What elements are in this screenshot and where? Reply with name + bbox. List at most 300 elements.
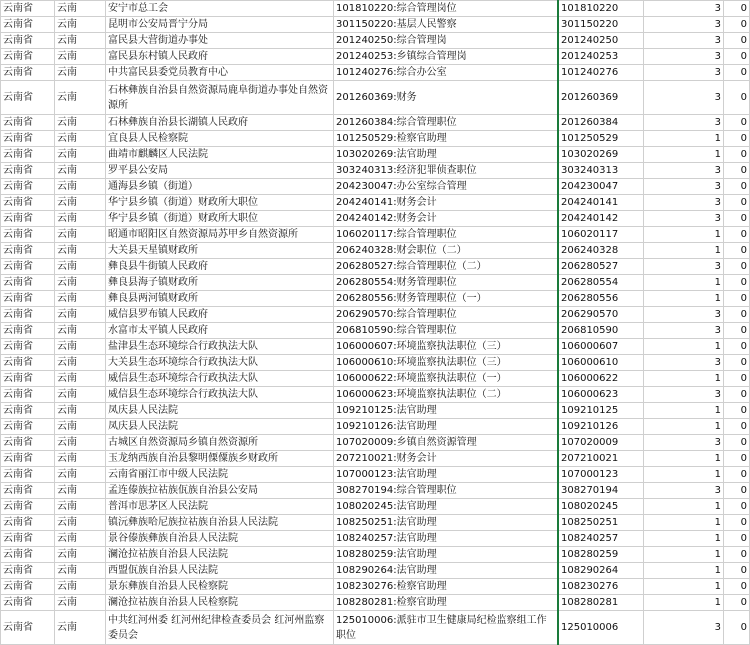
extra-cell[interactable]: 0 (724, 179, 750, 195)
code-cell[interactable]: 106020117 (558, 227, 644, 243)
extra-cell[interactable]: 0 (724, 227, 750, 243)
code-cell[interactable]: 107020009 (558, 435, 644, 451)
extra-cell[interactable]: 0 (724, 1, 750, 17)
code-cell[interactable]: 206280554 (558, 275, 644, 291)
position-cell[interactable]: 101250529:检察官助理 (334, 131, 559, 147)
province-cell[interactable]: 云南省 (1, 547, 55, 563)
region-cell[interactable]: 云南 (55, 451, 106, 467)
province-cell[interactable]: 云南省 (1, 451, 55, 467)
position-cell[interactable]: 308270194:综合管理职位 (334, 483, 559, 499)
province-cell[interactable]: 云南省 (1, 531, 55, 547)
extra-cell[interactable]: 0 (724, 435, 750, 451)
position-cell[interactable]: 303240313:经济犯罪侦查职位 (334, 163, 559, 179)
code-cell[interactable]: 109210126 (558, 419, 644, 435)
position-cell[interactable]: 106000623:环境监察执法职位（二） (334, 387, 559, 403)
agency-cell[interactable]: 澜沧拉祜族自治县人民法院 (106, 547, 334, 563)
extra-cell[interactable]: 0 (724, 387, 750, 403)
province-cell[interactable]: 云南省 (1, 339, 55, 355)
agency-cell[interactable]: 昆明市公安局晋宁分局 (106, 17, 334, 33)
province-cell[interactable]: 云南省 (1, 499, 55, 515)
agency-cell[interactable]: 盐津县生态环境综合行政执法大队 (106, 339, 334, 355)
table-row[interactable] (1, 17, 750, 33)
province-cell[interactable]: 云南省 (1, 179, 55, 195)
region-cell[interactable]: 云南 (55, 547, 106, 563)
region-cell[interactable]: 云南 (55, 563, 106, 579)
agency-cell[interactable]: 凤庆县人民法院 (106, 403, 334, 419)
agency-cell[interactable]: 中共富民县委党员教育中心 (106, 65, 334, 81)
quota-cell[interactable]: 3 (644, 81, 724, 115)
agency-cell[interactable]: 昭通市昭阳区自然资源局苏甲乡自然资源所 (106, 227, 334, 243)
province-cell[interactable]: 云南省 (1, 323, 55, 339)
code-cell[interactable]: 207210021 (558, 451, 644, 467)
extra-cell[interactable]: 0 (724, 419, 750, 435)
position-cell[interactable]: 204230047:办公室综合管理 (334, 179, 559, 195)
position-cell[interactable]: 108280281:检察官助理 (334, 595, 559, 611)
extra-cell[interactable]: 0 (724, 499, 750, 515)
table-row[interactable] (1, 515, 750, 531)
position-cell[interactable]: 106020117:综合管理职位 (334, 227, 559, 243)
table-row[interactable] (1, 259, 750, 275)
agency-cell[interactable]: 彝良县牛街镇人民政府 (106, 259, 334, 275)
table-row[interactable] (1, 49, 750, 65)
table-row[interactable] (1, 147, 750, 163)
agency-cell[interactable]: 景谷傣族彝族自治县人民法院 (106, 531, 334, 547)
position-cell[interactable]: 204240142:财务会计 (334, 211, 559, 227)
region-cell[interactable]: 云南 (55, 419, 106, 435)
extra-cell[interactable]: 0 (724, 323, 750, 339)
code-cell[interactable]: 303240313 (558, 163, 644, 179)
province-cell[interactable]: 云南省 (1, 419, 55, 435)
code-cell[interactable]: 107000123 (558, 467, 644, 483)
table-row[interactable] (1, 33, 750, 49)
region-cell[interactable]: 云南 (55, 611, 106, 645)
extra-cell[interactable]: 0 (724, 579, 750, 595)
extra-cell[interactable]: 0 (724, 483, 750, 499)
code-cell[interactable]: 108020245 (558, 499, 644, 515)
code-cell[interactable]: 108280281 (558, 595, 644, 611)
extra-cell[interactable]: 0 (724, 115, 750, 131)
agency-cell[interactable]: 安宁市总工会 (106, 1, 334, 17)
extra-cell[interactable]: 0 (724, 33, 750, 49)
region-cell[interactable]: 云南 (55, 323, 106, 339)
code-cell[interactable]: 106000622 (558, 371, 644, 387)
quota-cell[interactable]: 3 (644, 65, 724, 81)
agency-cell[interactable]: 西盟佤族自治县人民法院 (106, 563, 334, 579)
region-cell[interactable]: 云南 (55, 259, 106, 275)
province-cell[interactable]: 云南省 (1, 243, 55, 259)
region-cell[interactable]: 云南 (55, 131, 106, 147)
quota-cell[interactable]: 3 (644, 33, 724, 49)
position-cell[interactable]: 107000123:法官助理 (334, 467, 559, 483)
region-cell[interactable]: 云南 (55, 531, 106, 547)
province-cell[interactable]: 云南省 (1, 131, 55, 147)
position-cell[interactable]: 201240250:综合管理岗 (334, 33, 559, 49)
position-cell[interactable]: 106000610:环境监察执法职位（三） (334, 355, 559, 371)
quota-cell[interactable]: 1 (644, 515, 724, 531)
position-cell[interactable]: 109210125:法官助理 (334, 403, 559, 419)
quota-cell[interactable]: 1 (644, 227, 724, 243)
code-cell[interactable]: 206280556 (558, 291, 644, 307)
extra-cell[interactable]: 0 (724, 339, 750, 355)
table-row[interactable] (1, 131, 750, 147)
province-cell[interactable]: 云南省 (1, 579, 55, 595)
quota-cell[interactable]: 1 (644, 243, 724, 259)
table-row[interactable] (1, 435, 750, 451)
quota-cell[interactable]: 1 (644, 563, 724, 579)
agency-cell[interactable]: 石林彝族自治县长湖镇人民政府 (106, 115, 334, 131)
code-cell[interactable]: 201240250 (558, 33, 644, 49)
quota-cell[interactable]: 1 (644, 595, 724, 611)
table-row[interactable] (1, 65, 750, 81)
code-cell[interactable]: 201240253 (558, 49, 644, 65)
quota-cell[interactable]: 1 (644, 291, 724, 307)
position-cell[interactable]: 108290264:法官助理 (334, 563, 559, 579)
code-cell[interactable]: 108290264 (558, 563, 644, 579)
extra-cell[interactable]: 0 (724, 611, 750, 645)
region-cell[interactable]: 云南 (55, 387, 106, 403)
code-cell[interactable]: 101240276 (558, 65, 644, 81)
table-row[interactable] (1, 115, 750, 131)
extra-cell[interactable]: 0 (724, 291, 750, 307)
table-row[interactable] (1, 531, 750, 547)
region-cell[interactable]: 云南 (55, 579, 106, 595)
agency-cell[interactable]: 大关县生态环境综合行政执法大队 (106, 355, 334, 371)
code-cell[interactable]: 308270194 (558, 483, 644, 499)
extra-cell[interactable]: 0 (724, 547, 750, 563)
code-cell[interactable]: 106000610 (558, 355, 644, 371)
quota-cell[interactable]: 3 (644, 195, 724, 211)
region-cell[interactable]: 云南 (55, 467, 106, 483)
quota-cell[interactable]: 1 (644, 339, 724, 355)
agency-cell[interactable]: 玉龙纳西族自治县黎明傈僳族乡财政所 (106, 451, 334, 467)
table-row[interactable] (1, 163, 750, 179)
position-cell[interactable]: 201260369:财务 (334, 81, 559, 115)
province-cell[interactable]: 云南省 (1, 435, 55, 451)
region-cell[interactable]: 云南 (55, 307, 106, 323)
province-cell[interactable]: 云南省 (1, 17, 55, 33)
region-cell[interactable]: 云南 (55, 33, 106, 49)
quota-cell[interactable]: 3 (644, 163, 724, 179)
agency-cell[interactable]: 华宁县乡镇（街道）财政所大职位 (106, 211, 334, 227)
position-cell[interactable]: 101240276:综合办公室 (334, 65, 559, 81)
extra-cell[interactable]: 0 (724, 81, 750, 115)
position-cell[interactable]: 206280554:财务管理职位 (334, 275, 559, 291)
extra-cell[interactable]: 0 (724, 259, 750, 275)
agency-cell[interactable]: 富民县大营街道办事处 (106, 33, 334, 49)
table-row[interactable] (1, 579, 750, 595)
extra-cell[interactable]: 0 (724, 355, 750, 371)
extra-cell[interactable]: 0 (724, 515, 750, 531)
region-cell[interactable]: 云南 (55, 291, 106, 307)
table-row[interactable] (1, 387, 750, 403)
extra-cell[interactable]: 0 (724, 595, 750, 611)
province-cell[interactable]: 云南省 (1, 147, 55, 163)
region-cell[interactable]: 云南 (55, 1, 106, 17)
agency-cell[interactable]: 富民县东村镇人民政府 (106, 49, 334, 65)
quota-cell[interactable]: 3 (644, 387, 724, 403)
region-cell[interactable]: 云南 (55, 49, 106, 65)
region-cell[interactable]: 云南 (55, 115, 106, 131)
code-cell[interactable]: 103020269 (558, 147, 644, 163)
table-row[interactable] (1, 1, 750, 17)
extra-cell[interactable]: 0 (724, 451, 750, 467)
region-cell[interactable]: 云南 (55, 147, 106, 163)
code-cell[interactable]: 201260384 (558, 115, 644, 131)
quota-cell[interactable]: 3 (644, 1, 724, 17)
extra-cell[interactable]: 0 (724, 65, 750, 81)
agency-cell[interactable]: 威信县生态环境综合行政执法大队 (106, 387, 334, 403)
agency-cell[interactable]: 曲靖市麒麟区人民法院 (106, 147, 334, 163)
position-cell[interactable]: 204240141:财务会计 (334, 195, 559, 211)
position-cell[interactable]: 207210021:财务会计 (334, 451, 559, 467)
extra-cell[interactable]: 0 (724, 147, 750, 163)
position-cell[interactable]: 106000607:环境监察执法职位（三） (334, 339, 559, 355)
agency-cell[interactable]: 孟连傣族拉祜族佤族自治县公安局 (106, 483, 334, 499)
extra-cell[interactable]: 0 (724, 243, 750, 259)
region-cell[interactable]: 云南 (55, 435, 106, 451)
quota-cell[interactable]: 1 (644, 131, 724, 147)
table-row[interactable] (1, 195, 750, 211)
table-row[interactable] (1, 467, 750, 483)
region-cell[interactable]: 云南 (55, 65, 106, 81)
code-cell[interactable]: 204230047 (558, 179, 644, 195)
agency-cell[interactable]: 通海县乡镇（街道） (106, 179, 334, 195)
position-cell[interactable]: 201240253:乡镇综合管理岗 (334, 49, 559, 65)
code-cell[interactable]: 206240328 (558, 243, 644, 259)
agency-cell[interactable]: 中共红河州委 红河州纪律检查委员会 红河州监察委员会 (106, 611, 334, 645)
code-cell[interactable]: 108250251 (558, 515, 644, 531)
province-cell[interactable]: 云南省 (1, 595, 55, 611)
table-row[interactable] (1, 243, 750, 259)
quota-cell[interactable]: 3 (644, 435, 724, 451)
code-cell[interactable]: 206280527 (558, 259, 644, 275)
code-cell[interactable]: 101810220 (558, 1, 644, 17)
province-cell[interactable]: 云南省 (1, 195, 55, 211)
position-cell[interactable]: 206280556:财务管理职位（一） (334, 291, 559, 307)
quota-cell[interactable]: 3 (644, 49, 724, 65)
position-cell[interactable]: 206810590:综合管理职位 (334, 323, 559, 339)
quota-cell[interactable]: 3 (644, 115, 724, 131)
province-cell[interactable]: 云南省 (1, 611, 55, 645)
code-cell[interactable]: 125010006 (558, 611, 644, 645)
quota-cell[interactable]: 1 (644, 371, 724, 387)
table-row[interactable] (1, 499, 750, 515)
agency-cell[interactable]: 云南省丽江市中级人民法院 (106, 467, 334, 483)
province-cell[interactable]: 云南省 (1, 1, 55, 17)
code-cell[interactable]: 109210125 (558, 403, 644, 419)
extra-cell[interactable]: 0 (724, 531, 750, 547)
code-cell[interactable]: 201260369 (558, 81, 644, 115)
province-cell[interactable]: 云南省 (1, 291, 55, 307)
quota-cell[interactable]: 3 (644, 259, 724, 275)
code-cell[interactable]: 204240141 (558, 195, 644, 211)
province-cell[interactable]: 云南省 (1, 515, 55, 531)
quota-cell[interactable]: 3 (644, 179, 724, 195)
code-cell[interactable]: 108230276 (558, 579, 644, 595)
table-row[interactable] (1, 227, 750, 243)
extra-cell[interactable]: 0 (724, 49, 750, 65)
region-cell[interactable]: 云南 (55, 483, 106, 499)
quota-cell[interactable]: 1 (644, 275, 724, 291)
position-cell[interactable]: 201260384:综合管理职位 (334, 115, 559, 131)
region-cell[interactable]: 云南 (55, 17, 106, 33)
table-row[interactable] (1, 419, 750, 435)
extra-cell[interactable]: 0 (724, 403, 750, 419)
agency-cell[interactable]: 威信县生态环境综合行政执法大队 (106, 371, 334, 387)
code-cell[interactable]: 206290570 (558, 307, 644, 323)
table-row[interactable] (1, 483, 750, 499)
province-cell[interactable]: 云南省 (1, 33, 55, 49)
agency-cell[interactable]: 普洱市思茅区人民法院 (106, 499, 334, 515)
agency-cell[interactable]: 镇沅彝族哈尼族拉祜族自治县人民法院 (106, 515, 334, 531)
quota-cell[interactable]: 1 (644, 579, 724, 595)
province-cell[interactable]: 云南省 (1, 371, 55, 387)
position-cell[interactable]: 108250251:法官助理 (334, 515, 559, 531)
table-row[interactable] (1, 275, 750, 291)
table-row[interactable] (1, 595, 750, 611)
agency-cell[interactable]: 凤庆县人民法院 (106, 419, 334, 435)
region-cell[interactable]: 云南 (55, 243, 106, 259)
extra-cell[interactable]: 0 (724, 371, 750, 387)
agency-cell[interactable]: 古城区自然资源局乡镇自然资源所 (106, 435, 334, 451)
province-cell[interactable]: 云南省 (1, 115, 55, 131)
agency-cell[interactable]: 澜沧拉祜族自治县人民检察院 (106, 595, 334, 611)
code-cell[interactable]: 301150220 (558, 17, 644, 33)
position-cell[interactable]: 108240257:法官助理 (334, 531, 559, 547)
code-cell[interactable]: 106000623 (558, 387, 644, 403)
position-cell[interactable]: 206290570:综合管理职位 (334, 307, 559, 323)
position-cell[interactable]: 101810220:综合管理岗位 (334, 1, 559, 17)
quota-cell[interactable]: 3 (644, 355, 724, 371)
agency-cell[interactable]: 罗平县公安局 (106, 163, 334, 179)
province-cell[interactable]: 云南省 (1, 81, 55, 115)
agency-cell[interactable]: 景东彝族自治县人民检察院 (106, 579, 334, 595)
position-cell[interactable]: 206240328:财会职位（二） (334, 243, 559, 259)
province-cell[interactable]: 云南省 (1, 563, 55, 579)
position-cell[interactable]: 206280527:综合管理职位（二） (334, 259, 559, 275)
extra-cell[interactable]: 0 (724, 195, 750, 211)
quota-cell[interactable]: 1 (644, 403, 724, 419)
table-row[interactable] (1, 291, 750, 307)
extra-cell[interactable]: 0 (724, 211, 750, 227)
region-cell[interactable]: 云南 (55, 595, 106, 611)
agency-cell[interactable]: 水富市太平镇人民政府 (106, 323, 334, 339)
province-cell[interactable]: 云南省 (1, 65, 55, 81)
table-row[interactable] (1, 451, 750, 467)
province-cell[interactable]: 云南省 (1, 307, 55, 323)
region-cell[interactable]: 云南 (55, 179, 106, 195)
extra-cell[interactable]: 0 (724, 275, 750, 291)
code-cell[interactable]: 206810590 (558, 323, 644, 339)
position-cell[interactable]: 125010006:派驻市卫生健康局纪检监察组工作职位 (334, 611, 559, 645)
agency-cell[interactable]: 彝良县两河镇财政所 (106, 291, 334, 307)
region-cell[interactable]: 云南 (55, 339, 106, 355)
table-row[interactable] (1, 81, 750, 115)
quota-cell[interactable]: 3 (644, 611, 724, 645)
table-row[interactable] (1, 323, 750, 339)
table-row[interactable] (1, 611, 750, 645)
province-cell[interactable]: 云南省 (1, 483, 55, 499)
province-cell[interactable]: 云南省 (1, 211, 55, 227)
table-row[interactable] (1, 307, 750, 323)
table-row[interactable] (1, 339, 750, 355)
extra-cell[interactable]: 0 (724, 467, 750, 483)
extra-cell[interactable]: 0 (724, 563, 750, 579)
region-cell[interactable]: 云南 (55, 371, 106, 387)
code-cell[interactable]: 101250529 (558, 131, 644, 147)
extra-cell[interactable]: 0 (724, 17, 750, 33)
region-cell[interactable]: 云南 (55, 403, 106, 419)
position-cell[interactable]: 107020009:乡镇自然资源管理 (334, 435, 559, 451)
region-cell[interactable]: 云南 (55, 195, 106, 211)
region-cell[interactable]: 云南 (55, 275, 106, 291)
code-cell[interactable]: 108280259 (558, 547, 644, 563)
code-cell[interactable]: 108240257 (558, 531, 644, 547)
region-cell[interactable]: 云南 (55, 355, 106, 371)
agency-cell[interactable]: 大关县天星镇财政所 (106, 243, 334, 259)
quota-cell[interactable]: 1 (644, 467, 724, 483)
region-cell[interactable]: 云南 (55, 163, 106, 179)
table-row[interactable] (1, 563, 750, 579)
position-cell[interactable]: 103020269:法官助理 (334, 147, 559, 163)
quota-cell[interactable]: 3 (644, 483, 724, 499)
province-cell[interactable]: 云南省 (1, 355, 55, 371)
region-cell[interactable]: 云南 (55, 515, 106, 531)
extra-cell[interactable]: 0 (724, 131, 750, 147)
region-cell[interactable]: 云南 (55, 211, 106, 227)
position-cell[interactable]: 108020245:法官助理 (334, 499, 559, 515)
quota-cell[interactable]: 3 (644, 17, 724, 33)
table-row[interactable] (1, 211, 750, 227)
province-cell[interactable]: 云南省 (1, 467, 55, 483)
table-row[interactable] (1, 371, 750, 387)
code-cell[interactable]: 204240142 (558, 211, 644, 227)
code-cell[interactable]: 106000607 (558, 339, 644, 355)
position-cell[interactable]: 106000622:环境监察执法职位（一） (334, 371, 559, 387)
region-cell[interactable]: 云南 (55, 227, 106, 243)
quota-cell[interactable]: 3 (644, 307, 724, 323)
extra-cell[interactable]: 0 (724, 163, 750, 179)
agency-cell[interactable]: 威信县罗布镇人民政府 (106, 307, 334, 323)
region-cell[interactable]: 云南 (55, 81, 106, 115)
extra-cell[interactable]: 0 (724, 307, 750, 323)
position-cell[interactable]: 301150220:基层人民警察 (334, 17, 559, 33)
quota-cell[interactable]: 1 (644, 419, 724, 435)
quota-cell[interactable]: 1 (644, 147, 724, 163)
quota-cell[interactable]: 1 (644, 499, 724, 515)
province-cell[interactable]: 云南省 (1, 163, 55, 179)
agency-cell[interactable]: 华宁县乡镇（街道）财政所大职位 (106, 195, 334, 211)
agency-cell[interactable]: 彝良县海子镇财政所 (106, 275, 334, 291)
table-row[interactable] (1, 179, 750, 195)
province-cell[interactable]: 云南省 (1, 227, 55, 243)
position-cell[interactable]: 108230276:检察官助理 (334, 579, 559, 595)
position-cell[interactable]: 108280259:法官助理 (334, 547, 559, 563)
quota-cell[interactable]: 1 (644, 547, 724, 563)
province-cell[interactable]: 云南省 (1, 387, 55, 403)
agency-cell[interactable]: 宜良县人民检察院 (106, 131, 334, 147)
agency-cell[interactable]: 石林彝族自治县自然资源局鹿阜街道办事处自然资源所 (106, 81, 334, 115)
region-cell[interactable]: 云南 (55, 499, 106, 515)
quota-cell[interactable]: 1 (644, 531, 724, 547)
province-cell[interactable]: 云南省 (1, 403, 55, 419)
quota-cell[interactable]: 3 (644, 323, 724, 339)
table-row[interactable] (1, 403, 750, 419)
quota-cell[interactable]: 1 (644, 451, 724, 467)
province-cell[interactable]: 云南省 (1, 259, 55, 275)
province-cell[interactable]: 云南省 (1, 275, 55, 291)
province-cell[interactable]: 云南省 (1, 49, 55, 65)
